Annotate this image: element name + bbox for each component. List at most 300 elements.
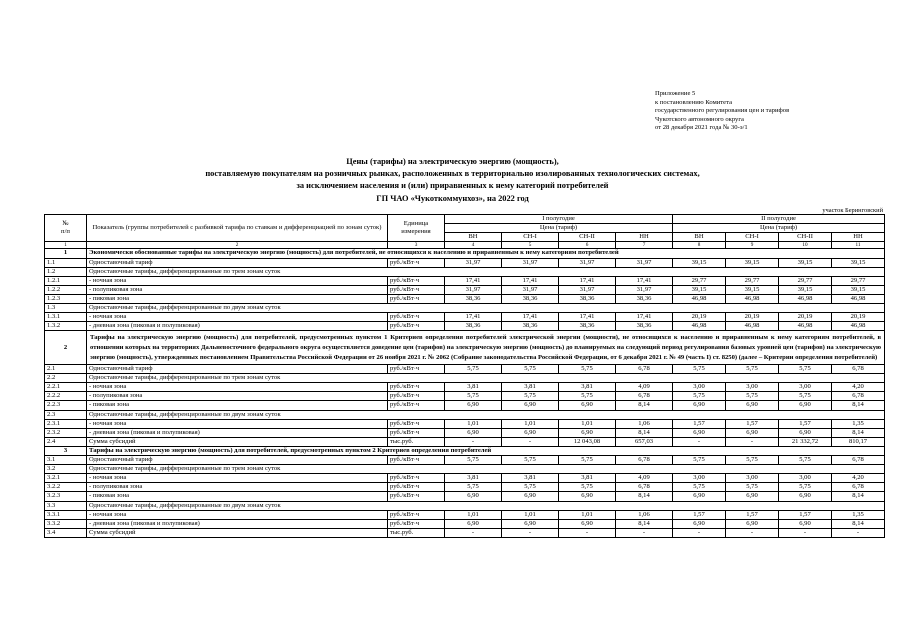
row-value: 6,90 (779, 428, 832, 437)
row-value: - (673, 528, 726, 537)
table-row (45, 510, 885, 519)
row-unit: руб./кВт·ч (388, 456, 445, 465)
row-value: 4,09 (616, 383, 673, 392)
appendix-line: от 28 декабря 2021 года № 30-э/1 (655, 124, 748, 132)
row-unit: руб./кВт·ч (388, 392, 445, 401)
header-num: № п/п (45, 215, 87, 242)
row-value: 6,90 (445, 492, 502, 501)
table-row (45, 383, 885, 392)
row-value: 46,98 (726, 322, 779, 331)
region-label: участок Беринговский (822, 207, 883, 214)
subsection-title: Одноставочные тарифы, дифференцированные по трем зонам суток (87, 267, 885, 276)
row-number: 2.2.2 (45, 392, 87, 401)
row-value: 6,90 (779, 401, 832, 410)
row-indicator: Сумма субсидий (87, 528, 388, 537)
row-value: 6,90 (559, 519, 616, 528)
row-number: 3.2.2 (45, 483, 87, 492)
subsection-number: 1.2 (45, 267, 87, 276)
row-value: 39,15 (832, 258, 885, 267)
table-row (45, 428, 885, 437)
row-value: 5,75 (502, 456, 559, 465)
row-value: 1,01 (502, 510, 559, 519)
table-row (45, 456, 885, 465)
row-value: 3,00 (673, 383, 726, 392)
header-unit: Единица измерения (388, 215, 445, 242)
row-value: 38,36 (559, 294, 616, 303)
row-value: 5,75 (726, 456, 779, 465)
row-value: 6,78 (616, 456, 673, 465)
section-row-long (45, 331, 885, 365)
row-value: 38,36 (502, 294, 559, 303)
row-value: - (832, 528, 885, 537)
row-value: 29,77 (832, 276, 885, 285)
row-value: 39,15 (779, 285, 832, 294)
row-number: 3.1 (45, 456, 87, 465)
row-number: 1.1 (45, 258, 87, 267)
row-value: 6,78 (616, 483, 673, 492)
row-value: 6,90 (726, 519, 779, 528)
row-value: 29,77 (779, 276, 832, 285)
row-value: 6,90 (673, 519, 726, 528)
row-value: 4,09 (616, 474, 673, 483)
column-index-cell: 3 (388, 242, 445, 249)
table-row (45, 474, 885, 483)
row-unit: руб./кВт·ч (388, 294, 445, 303)
row-number: 2.4 (45, 437, 87, 446)
subsection-row (45, 304, 885, 313)
row-value: 5,75 (673, 483, 726, 492)
row-value: 1,57 (673, 419, 726, 428)
section-row (45, 249, 885, 258)
row-value: 6,90 (559, 492, 616, 501)
row-value: 5,75 (673, 365, 726, 374)
row-unit: руб./кВт·ч (388, 483, 445, 492)
row-value: 6,78 (832, 365, 885, 374)
header-price2: Цена (тариф) (673, 224, 885, 233)
row-value: 8,14 (832, 428, 885, 437)
appendix-line: к постановлению Комитета (655, 98, 732, 106)
row-value: 8,14 (832, 492, 885, 501)
row-unit: руб./кВт·ч (388, 519, 445, 528)
row-value: 31,97 (445, 285, 502, 294)
row-indicator: Одноставочный тариф (87, 456, 388, 465)
table-row (45, 285, 885, 294)
table-row (45, 483, 885, 492)
column-index-row (45, 242, 885, 249)
row-value: 6,90 (726, 428, 779, 437)
row-indicator: - ночная зона (87, 510, 388, 519)
row-value: 21 332,72 (779, 437, 832, 446)
row-value: 1,57 (673, 510, 726, 519)
row-value: 1,01 (559, 419, 616, 428)
row-number: 1.2.2 (45, 285, 87, 294)
row-value: 6,90 (726, 401, 779, 410)
row-indicator: - полупиковая зона (87, 483, 388, 492)
row-indicator: Одноставочный тариф (87, 258, 388, 267)
row-value: 12 043,08 (559, 437, 616, 446)
table-row (45, 437, 885, 446)
section-number: 2 (45, 331, 87, 365)
row-value: 5,75 (445, 483, 502, 492)
appendix-line: государственного регулирования цен и тарифов (655, 107, 790, 115)
row-value: 17,41 (616, 313, 673, 322)
row-value: 8,14 (832, 519, 885, 528)
row-unit: руб./кВт·ч (388, 258, 445, 267)
row-value: 17,41 (616, 276, 673, 285)
row-value: 5,75 (559, 456, 616, 465)
row-value: 8,14 (616, 519, 673, 528)
row-value: 46,98 (779, 322, 832, 331)
row-value: - (726, 437, 779, 446)
row-unit: тыс.руб. (388, 528, 445, 537)
row-value: - (559, 528, 616, 537)
section-title: Тарифы на электрическую энергию (мощность) для потребителей, предусмотренных пунктом 2 Критериев определения потребителей (87, 446, 885, 455)
row-value: 5,75 (559, 365, 616, 374)
row-value: 8,14 (616, 401, 673, 410)
row-value: - (502, 528, 559, 537)
table-row (45, 392, 885, 401)
row-value: 6,78 (832, 392, 885, 401)
row-value: 6,90 (559, 401, 616, 410)
row-value: 39,15 (832, 285, 885, 294)
row-value: 38,36 (445, 294, 502, 303)
row-value: 31,97 (559, 258, 616, 267)
header-col: НН (616, 233, 673, 242)
row-number: 2.1 (45, 365, 87, 374)
table-row (45, 294, 885, 303)
row-value: 46,98 (673, 322, 726, 331)
row-indicator: Одноставочный тариф (87, 365, 388, 374)
header-col: СН-I (726, 233, 779, 242)
row-value: 1,57 (779, 510, 832, 519)
row-number: 2.2.3 (45, 401, 87, 410)
row-value: 3,81 (445, 474, 502, 483)
row-number: 3.3.2 (45, 519, 87, 528)
column-index-cell: 4 (445, 242, 502, 249)
row-value: 1,06 (616, 419, 673, 428)
row-number: 2.3.1 (45, 419, 87, 428)
column-index-cell: 8 (673, 242, 726, 249)
section-title: Экономически обоснованные тарифы на электрическую энергию (мощность) для потребителей, не относящихся к населению и приравненным к нему категориям потребителей (87, 249, 885, 258)
column-index-cell: 10 (779, 242, 832, 249)
row-value: 5,75 (445, 365, 502, 374)
row-number: 3.2.1 (45, 474, 87, 483)
row-value: 5,75 (559, 392, 616, 401)
row-value: - (726, 528, 779, 537)
row-value: 5,75 (673, 392, 726, 401)
row-value: 5,75 (726, 365, 779, 374)
column-index-cell: 2 (87, 242, 388, 249)
row-value: 31,97 (502, 285, 559, 294)
row-value: 5,75 (726, 392, 779, 401)
row-value: 6,90 (673, 492, 726, 501)
subsection-row (45, 501, 885, 510)
row-value: 20,19 (726, 313, 779, 322)
row-value: 5,75 (502, 365, 559, 374)
row-unit: руб./кВт·ч (388, 428, 445, 437)
row-value: 1,35 (832, 510, 885, 519)
row-value: 6,90 (502, 401, 559, 410)
row-value: - (502, 437, 559, 446)
row-value: 20,19 (779, 313, 832, 322)
row-unit: руб./кВт·ч (388, 419, 445, 428)
row-number: 1.2.1 (45, 276, 87, 285)
table-row (45, 401, 885, 410)
row-indicator: - ночная зона (87, 383, 388, 392)
row-indicator: - ночная зона (87, 276, 388, 285)
row-indicator: - дневная зона (пиковая и полупиковая) (87, 519, 388, 528)
row-unit: тыс.руб. (388, 437, 445, 446)
row-value: 38,36 (559, 322, 616, 331)
header-half2: II полугодие (673, 215, 885, 224)
row-value: 1,01 (445, 419, 502, 428)
row-value: 29,77 (726, 276, 779, 285)
title-line: Цены (тарифы) на электрическую энергию (мощность), (346, 157, 559, 166)
row-value: 8,14 (616, 492, 673, 501)
row-value: 29,77 (673, 276, 726, 285)
appendix-line: Чукотского автономного округа (655, 115, 744, 123)
row-value: - (616, 528, 673, 537)
row-value: 1,57 (726, 419, 779, 428)
row-value: 31,97 (502, 258, 559, 267)
column-index-cell: 7 (616, 242, 673, 249)
row-value: 38,36 (445, 322, 502, 331)
row-indicator: - ночная зона (87, 419, 388, 428)
row-value: 6,90 (445, 519, 502, 528)
row-value: 657,03 (616, 437, 673, 446)
row-number: 3.2.3 (45, 492, 87, 501)
row-number: 1.3.1 (45, 313, 87, 322)
header-price1: Цена (тариф) (445, 224, 673, 233)
row-value: 6,90 (502, 519, 559, 528)
appendix-line: Приложение 5 (655, 90, 696, 97)
row-value: 3,81 (445, 383, 502, 392)
row-value: 6,90 (502, 428, 559, 437)
row-number: 3.4 (45, 528, 87, 537)
row-value: 3,00 (726, 383, 779, 392)
table-row (45, 419, 885, 428)
section-title-long: Тарифы на электрическую энергию (мощность) для потребителей, предусмотренных пунктом 1 Критериев определения потребителей электрической энергии (мощности), не относящихся к населению и приравненным к нему категориям потребителей, в отношении которых на территориях Дальневосточного федерального округа осуществляется доведение цен (тарифов) на электрическую энергию (мощность) до планируемых на следующий период регулирования базовых уровней цен (тарифов) на электрическую энергию (мощность), утвержденных постановлением Правительства Российской Федерации от 26 ноября 2021 г. № 2062 (Собрание законодательства Российской Федерации, от 6 декабря 2021 г. № 49 (часть I) ст. 8250) (далее – Критерии определения потребителей) (87, 331, 885, 365)
table-row (45, 519, 885, 528)
subsection-row (45, 267, 885, 276)
table-row (45, 492, 885, 501)
row-number: 3.3.1 (45, 510, 87, 519)
row-value: - (779, 528, 832, 537)
row-value: 1,57 (726, 510, 779, 519)
row-value: 810,17 (832, 437, 885, 446)
row-unit: руб./кВт·ч (388, 276, 445, 285)
row-value: 4,20 (832, 474, 885, 483)
row-value: 1,57 (779, 419, 832, 428)
table-row (45, 528, 885, 537)
header-col: СН-I (502, 233, 559, 242)
header-col: НН (832, 233, 885, 242)
row-value: 6,90 (445, 401, 502, 410)
subsection-number: 3.3 (45, 501, 87, 510)
subsection-title: Одноставочные тарифы, дифференцированные по двум зонам суток (87, 501, 885, 510)
row-value: 31,97 (616, 258, 673, 267)
row-value: 1,35 (832, 419, 885, 428)
row-value: 17,41 (502, 313, 559, 322)
table-row (45, 322, 885, 331)
row-number: 2.2.1 (45, 383, 87, 392)
row-value: 5,75 (559, 483, 616, 492)
row-value: 5,75 (779, 456, 832, 465)
row-value: 3,81 (502, 383, 559, 392)
subsection-row (45, 410, 885, 419)
row-value: 39,15 (673, 285, 726, 294)
row-value: 5,75 (726, 483, 779, 492)
row-value: 46,98 (726, 294, 779, 303)
document-title (60, 156, 845, 205)
row-value: 17,41 (445, 276, 502, 285)
row-value: 20,19 (673, 313, 726, 322)
header-half1: I полугодие (445, 215, 673, 224)
column-index-cell: 5 (502, 242, 559, 249)
section-number: 3 (45, 446, 87, 455)
row-value: 1,01 (445, 510, 502, 519)
row-value: 5,75 (779, 483, 832, 492)
header-col: ВН (445, 233, 502, 242)
title-line: ГП ЧАО «Чукоткоммунхоз», на 2022 год (376, 193, 529, 203)
row-value: 1,01 (559, 510, 616, 519)
row-value: - (445, 528, 502, 537)
row-value: 1,06 (616, 510, 673, 519)
row-indicator: - ночная зона (87, 474, 388, 483)
row-unit: руб./кВт·ч (388, 474, 445, 483)
row-value: 6,78 (832, 456, 885, 465)
row-indicator: - полупиковая зона (87, 285, 388, 294)
row-value: 31,97 (559, 285, 616, 294)
column-index-cell: 11 (832, 242, 885, 249)
row-value: 38,36 (616, 294, 673, 303)
header-col: СН-II (779, 233, 832, 242)
row-value: 6,90 (445, 428, 502, 437)
row-value: 46,98 (832, 322, 885, 331)
row-value: 3,00 (779, 474, 832, 483)
subsection-number: 2.2 (45, 374, 87, 383)
row-unit: руб./кВт·ч (388, 401, 445, 410)
row-indicator: - дневная зона (пиковая и полупиковая) (87, 322, 388, 331)
row-unit: руб./кВт·ч (388, 322, 445, 331)
row-value: 5,75 (673, 456, 726, 465)
row-value: 3,00 (779, 383, 832, 392)
header-indicator: Показатель (группы потребителей с разбивкой тарифа по ставкам и дифференциацией по зонам суток) (87, 215, 388, 242)
row-value: 1,01 (502, 419, 559, 428)
row-indicator: - полупиковая зона (87, 392, 388, 401)
row-value: 3,81 (559, 383, 616, 392)
row-indicator: - пиковая зона (87, 294, 388, 303)
row-value: 46,98 (832, 294, 885, 303)
section-number: 1 (45, 249, 87, 258)
row-indicator: - пиковая зона (87, 401, 388, 410)
subsection-title: Одноставочные тарифы, дифференцированные по трем зонам суток (87, 465, 885, 474)
row-value: 6,90 (559, 428, 616, 437)
row-unit: руб./кВт·ч (388, 313, 445, 322)
row-value: 39,15 (779, 258, 832, 267)
column-index-cell: 9 (726, 242, 779, 249)
row-value: 20,19 (832, 313, 885, 322)
column-index-cell: 6 (559, 242, 616, 249)
row-value: 3,00 (726, 474, 779, 483)
row-value: 6,90 (502, 492, 559, 501)
subsection-number: 3.2 (45, 465, 87, 474)
subsection-title: Одноставочные тарифы, дифференцированные по двум зонам суток (87, 410, 885, 419)
header-col: ВН (673, 233, 726, 242)
row-unit: руб./кВт·ч (388, 510, 445, 519)
row-unit: руб./кВт·ч (388, 492, 445, 501)
subsection-number: 2.3 (45, 410, 87, 419)
subsection-row (45, 374, 885, 383)
row-value: 8,14 (616, 428, 673, 437)
row-value: 6,78 (616, 392, 673, 401)
column-index-cell: 1 (45, 242, 87, 249)
row-number: 1.2.3 (45, 294, 87, 303)
row-number: 2.3.2 (45, 428, 87, 437)
table-row (45, 313, 885, 322)
title-line: за исключением населения и (или) приравненных к нему категорий потребителей (296, 181, 609, 191)
row-value: 46,98 (673, 294, 726, 303)
row-value: 6,90 (779, 492, 832, 501)
row-value: 17,41 (559, 276, 616, 285)
subsection-title: Одноставочные тарифы, дифференцированные по трем зонам суток (87, 374, 885, 383)
row-value: 39,15 (673, 258, 726, 267)
table-row (45, 258, 885, 267)
row-value: 17,41 (559, 313, 616, 322)
row-value: 6,90 (673, 428, 726, 437)
title-line: поставляемую покупателям на розничных рынках, расположенных в территориально изолированных технологических системах, (205, 169, 700, 179)
row-value: 6,78 (832, 483, 885, 492)
row-value: 5,75 (502, 392, 559, 401)
row-value: - (673, 437, 726, 446)
row-unit: руб./кВт·ч (388, 285, 445, 294)
row-value: 39,15 (726, 285, 779, 294)
row-value: 17,41 (445, 313, 502, 322)
row-value: - (445, 437, 502, 446)
tariff-table (44, 214, 885, 538)
row-value: 3,81 (559, 474, 616, 483)
row-value: 31,97 (445, 258, 502, 267)
row-value: 17,41 (502, 276, 559, 285)
subsection-row (45, 465, 885, 474)
header-col: СН-II (559, 233, 616, 242)
row-unit: руб./кВт·ч (388, 365, 445, 374)
row-indicator: - дневная зона (пиковая и полупиковая) (87, 428, 388, 437)
row-value: 6,90 (673, 401, 726, 410)
row-unit: руб./кВт·ч (388, 383, 445, 392)
row-value: 6,78 (616, 365, 673, 374)
table-row (45, 365, 885, 374)
row-value: 6,90 (779, 519, 832, 528)
row-value: 5,75 (502, 483, 559, 492)
row-value: 31,97 (616, 285, 673, 294)
row-value: 38,36 (502, 322, 559, 331)
row-indicator: - пиковая зона (87, 492, 388, 501)
row-value: 3,00 (673, 474, 726, 483)
row-value: 5,75 (779, 392, 832, 401)
section-row (45, 446, 885, 455)
row-value: 6,90 (726, 492, 779, 501)
row-value: 3,81 (502, 474, 559, 483)
row-value: 5,75 (779, 365, 832, 374)
row-value: 38,36 (616, 322, 673, 331)
row-indicator: Сумма субсидий (87, 437, 388, 446)
row-value: 39,15 (726, 258, 779, 267)
row-value: 46,98 (779, 294, 832, 303)
row-value: 5,75 (445, 392, 502, 401)
row-value: 4,20 (832, 383, 885, 392)
subsection-number: 1.3 (45, 304, 87, 313)
